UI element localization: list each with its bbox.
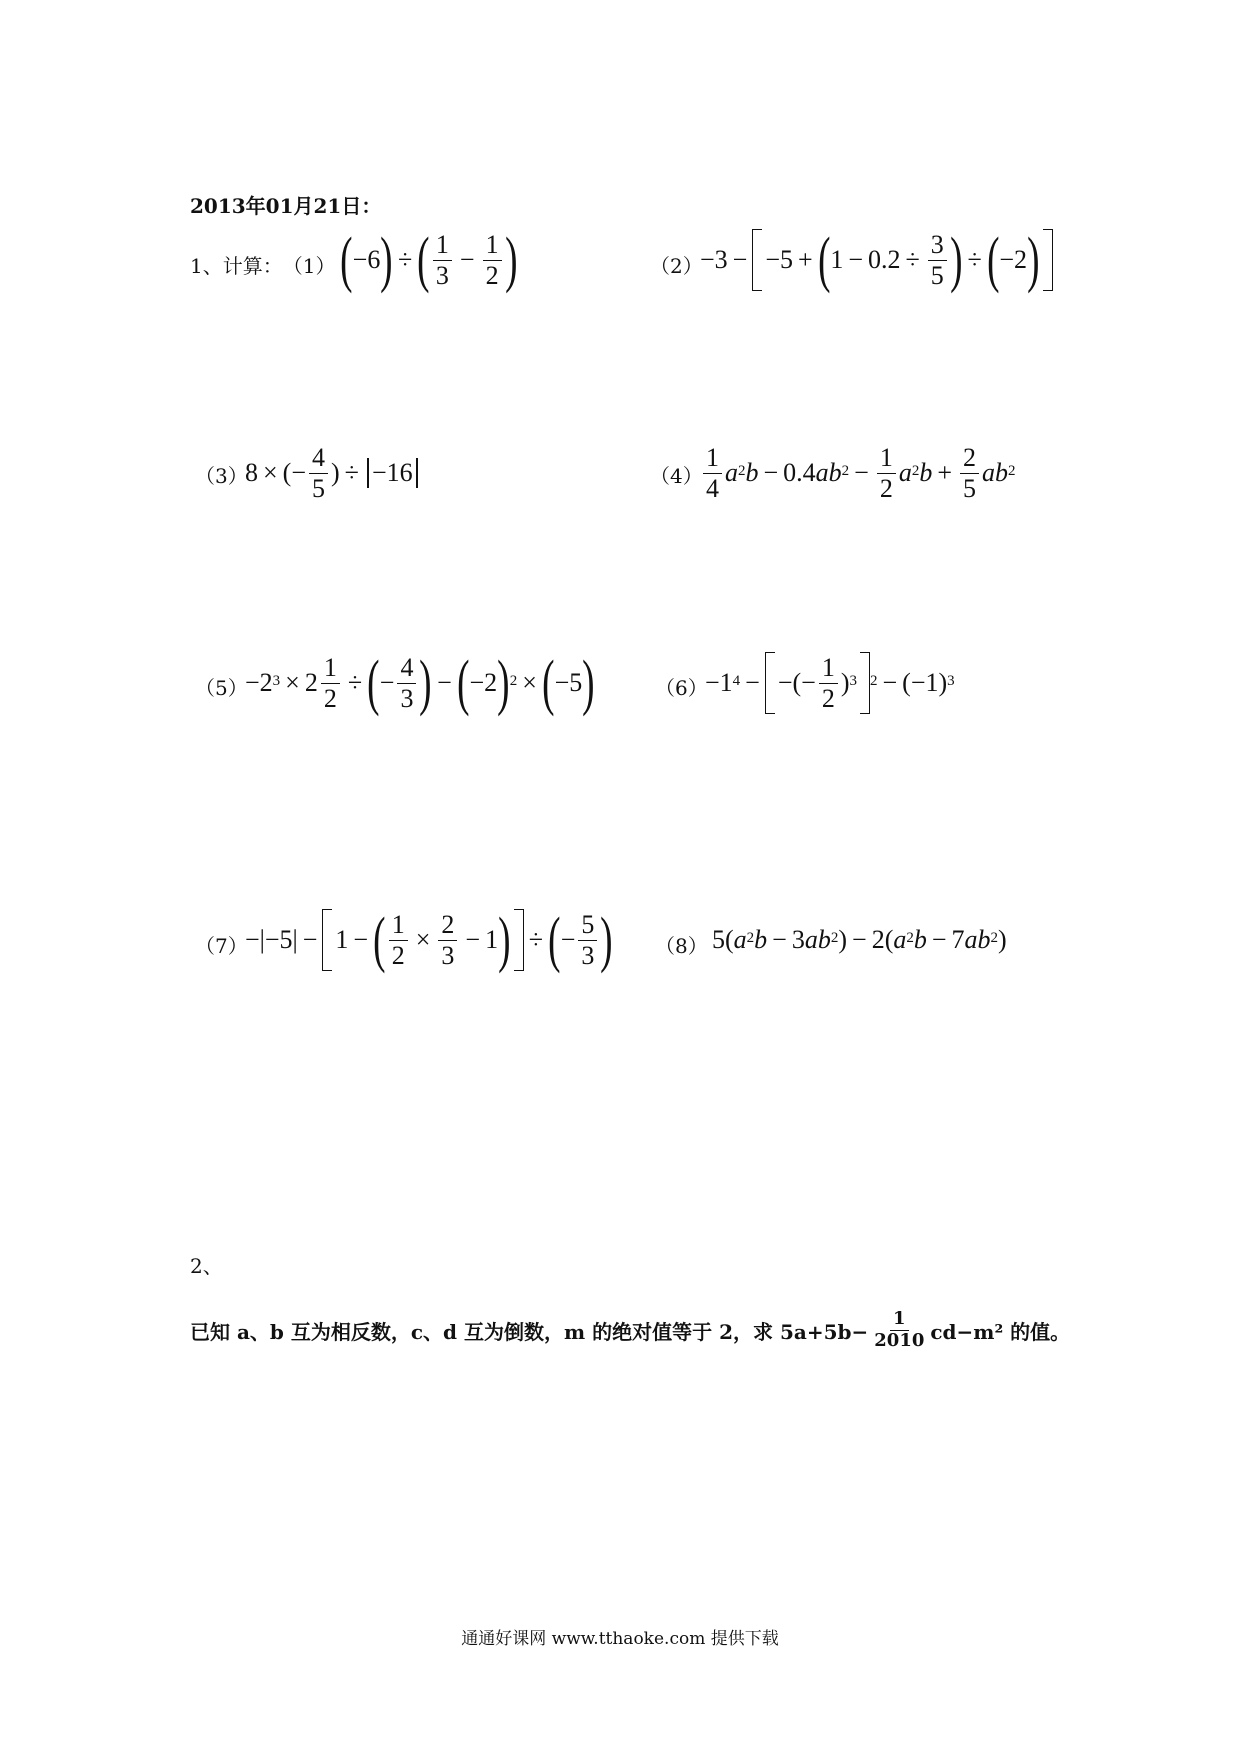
expression-4: $\frac{1}{4}$ a $^2$ b − 0.4 ab $^2$ − $\frac{1}{2}$ a $^2$ b + $\frac{2}{5}$ ab $^2$ — [700, 440, 1016, 506]
q2-frac-denominator: 2010 — [874, 1329, 925, 1351]
item-7-number: （7） — [195, 934, 248, 958]
item-8-number: （8） — [655, 934, 708, 958]
q1-heading — [190, 250, 335, 279]
expression-2: −3 − −5 + ( 1 − 0.2 ÷ $\frac{3}{5}$ ) ÷ ( −2 ) — [700, 225, 1053, 295]
q2-frac-numerator: 1 — [890, 1310, 909, 1331]
q2-text-after: cd−m² 的值。 — [930, 1319, 1071, 1344]
expression-5: −2 $^3$ × 2 $\frac{1}{2}$ ÷ ( − $\frac{4}{3}$ ) − ( −2 ) $^2$ × ( −5 ) — [245, 649, 595, 717]
item-6-number: （6） — [655, 676, 708, 700]
item-2-number: （2） — [650, 254, 703, 278]
item-4-number: （4） — [650, 464, 703, 488]
q2-text-before: 已知 a、b 互为相反数，c、d 互为倒数，m 的绝对值等于 2，求 5a+5b− — [190, 1319, 869, 1344]
expression-1: ( −6 ) ÷ ( $\frac{1}{3}$ − $\frac{1}{2}$ ) — [340, 226, 518, 294]
item-3-number: （3） — [195, 464, 248, 488]
expression-6: −1 $^4$ − −(− $\frac{1}{2}$ ) $^3$ $^2$ − (−1) $^3$ — [705, 653, 955, 713]
item-5-number: （5） — [195, 676, 248, 700]
q2-text — [190, 1310, 1070, 1351]
q2-label: 2、 — [190, 1254, 223, 1278]
q2-fraction — [871, 1310, 927, 1351]
item-1-number: （1） — [282, 254, 336, 278]
q1-label: 1、计算： — [190, 254, 283, 278]
date-heading: 2013年01月21日： — [190, 194, 382, 218]
expression-7: −|−5| − 1 − ( $\frac{1}{2}$ × $\frac{2}{3}$ − 1 ) ÷ ( − $\frac{5}{3}$ ) — [245, 906, 613, 974]
footer: 通通好课网 www.tthaoke.com 提供下载 — [461, 1629, 779, 1649]
expression-3: 8 × (− $\frac{4}{5}$ ) ÷ −16 — [245, 440, 421, 506]
expression-8: 5( a $^2$ b − 3 ab $^2$ ) − 2( a $^2$ b − 7 ab $^2$ ) — [712, 925, 1007, 954]
